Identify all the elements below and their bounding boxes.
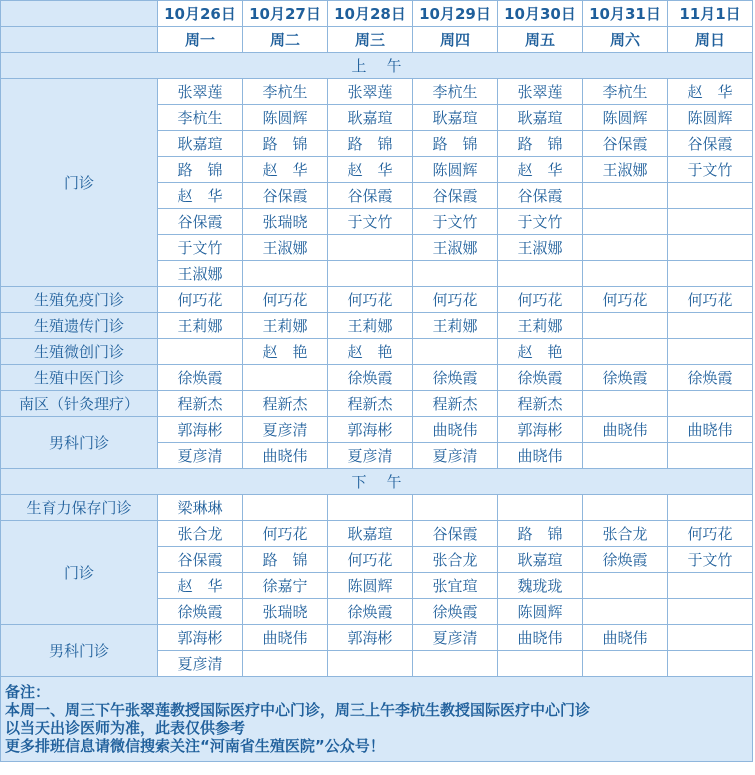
doctor-cell: 耿嘉瑄 (328, 521, 413, 547)
doctor-cell: 路 锦 (498, 131, 583, 157)
doctor-cell: 谷保霞 (583, 131, 668, 157)
doctor-cell (498, 651, 583, 677)
doctor-cell: 路 锦 (243, 131, 328, 157)
doctor-cell (583, 339, 668, 365)
doctor-cell: 路 锦 (158, 157, 243, 183)
notes-box (1, 677, 753, 762)
doctor-cell: 陈圆辉 (583, 105, 668, 131)
doctor-cell (668, 209, 753, 235)
section-title-morning: 上午 (1, 53, 753, 79)
doctor-cell: 路 锦 (243, 547, 328, 573)
doctor-cell: 陈圆辉 (413, 157, 498, 183)
doctor-cell (668, 495, 753, 521)
doctor-cell (498, 261, 583, 287)
doctor-cell: 郭海彬 (328, 625, 413, 651)
doctor-cell: 何巧花 (668, 287, 753, 313)
note-line: 备注： (5, 683, 51, 701)
doctor-cell: 程新杰 (243, 391, 328, 417)
date-header: 10月31日 (583, 1, 668, 27)
doctor-cell: 陈圆辉 (668, 105, 753, 131)
note-line: 以当天出诊医师为准，此表仅供参考 (5, 719, 246, 737)
department-label: 生育力保存门诊 (1, 495, 158, 521)
doctor-cell: 程新杰 (328, 391, 413, 417)
doctor-cell: 徐嘉宁 (243, 573, 328, 599)
table-row (1, 625, 753, 651)
doctor-cell: 王淑娜 (583, 157, 668, 183)
doctor-cell: 于文竹 (158, 235, 243, 261)
table-row (1, 365, 753, 391)
note-line: 本周一、周三下午张翠莲教授国际医疗中心门诊，周三上午李杭生教授国际医疗中心门诊 (5, 701, 591, 719)
department-label: 生殖免疫门诊 (1, 287, 158, 313)
doctor-cell (583, 261, 668, 287)
doctor-cell: 张瑞晓 (243, 599, 328, 625)
doctor-cell: 张翠莲 (498, 79, 583, 105)
doctor-cell: 王莉娜 (243, 313, 328, 339)
doctor-cell: 徐焕霞 (668, 365, 753, 391)
doctor-cell: 何巧花 (498, 287, 583, 313)
department-label: 生殖遗传门诊 (1, 313, 158, 339)
doctor-cell: 耿嘉瑄 (498, 547, 583, 573)
doctor-cell (668, 183, 753, 209)
doctor-cell: 谷保霞 (413, 183, 498, 209)
doctor-cell: 何巧花 (328, 287, 413, 313)
doctor-cell: 程新杰 (498, 391, 583, 417)
doctor-cell (668, 391, 753, 417)
doctor-cell (498, 495, 583, 521)
doctor-cell: 陈圆辉 (243, 105, 328, 131)
weekday-header: 周日 (668, 27, 753, 53)
notes-row (1, 677, 753, 762)
doctor-cell: 张宜瑄 (413, 573, 498, 599)
doctor-cell: 王淑娜 (413, 235, 498, 261)
doctor-cell: 何巧花 (413, 287, 498, 313)
doctor-cell: 谷保霞 (328, 183, 413, 209)
doctor-cell: 夏彦清 (158, 651, 243, 677)
table-row (1, 79, 753, 105)
doctor-cell (668, 443, 753, 469)
doctor-cell: 赵 艳 (328, 339, 413, 365)
doctor-cell: 徐焕霞 (328, 599, 413, 625)
doctor-cell: 陈圆辉 (328, 573, 413, 599)
doctor-cell: 王莉娜 (328, 313, 413, 339)
doctor-cell (583, 651, 668, 677)
doctor-cell: 徐焕霞 (158, 599, 243, 625)
department-label: 南区（针灸理疗） (1, 391, 158, 417)
doctor-cell: 谷保霞 (158, 209, 243, 235)
doctor-cell: 张翠莲 (328, 79, 413, 105)
date-header: 10月26日 (158, 1, 243, 27)
date-header: 11月1日 (668, 1, 753, 27)
doctor-cell: 魏珑珑 (498, 573, 583, 599)
note-line: 更多排班信息请微信搜索关注“河南省生殖医院”公众号！ (5, 737, 385, 755)
doctor-cell: 王淑娜 (158, 261, 243, 287)
doctor-cell: 于文竹 (668, 157, 753, 183)
doctor-cell: 陈圆辉 (498, 599, 583, 625)
doctor-cell (243, 365, 328, 391)
date-header: 10月30日 (498, 1, 583, 27)
doctor-cell: 张合龙 (583, 521, 668, 547)
doctor-cell: 何巧花 (243, 521, 328, 547)
doctor-cell: 梁琳琳 (158, 495, 243, 521)
doctor-cell: 徐焕霞 (583, 547, 668, 573)
doctor-cell: 王莉娜 (158, 313, 243, 339)
doctor-cell: 曲晓伟 (243, 443, 328, 469)
doctor-cell: 张合龙 (413, 547, 498, 573)
department-label: 男科门诊 (1, 417, 158, 469)
department-label: 生殖中医门诊 (1, 365, 158, 391)
doctor-cell: 谷保霞 (413, 521, 498, 547)
weekday-header: 周一 (158, 27, 243, 53)
department-label: 门诊 (1, 79, 158, 287)
doctor-cell: 于文竹 (328, 209, 413, 235)
weekday-header: 周四 (413, 27, 498, 53)
doctor-cell: 王莉娜 (498, 313, 583, 339)
table-row (1, 495, 753, 521)
doctor-cell: 王淑娜 (498, 235, 583, 261)
header-corner (1, 1, 158, 27)
table-row (1, 417, 753, 443)
doctor-cell: 路 锦 (413, 131, 498, 157)
doctor-cell (413, 339, 498, 365)
doctor-cell: 夏彦清 (413, 625, 498, 651)
doctor-cell: 徐焕霞 (158, 365, 243, 391)
doctor-cell: 曲晓伟 (498, 625, 583, 651)
weekday-header-row (1, 27, 753, 53)
table-row (1, 339, 753, 365)
doctor-cell (583, 443, 668, 469)
doctor-cell: 赵 华 (243, 157, 328, 183)
date-header: 10月27日 (243, 1, 328, 27)
doctor-cell: 何巧花 (328, 547, 413, 573)
weekday-header: 周三 (328, 27, 413, 53)
doctor-cell: 谷保霞 (158, 547, 243, 573)
department-label: 门诊 (1, 521, 158, 625)
doctor-cell: 谷保霞 (668, 131, 753, 157)
doctor-cell: 路 锦 (328, 131, 413, 157)
department-label: 男科门诊 (1, 625, 158, 677)
doctor-cell: 何巧花 (243, 287, 328, 313)
doctor-cell: 曲晓伟 (668, 417, 753, 443)
doctor-cell (583, 599, 668, 625)
section-row (1, 53, 753, 79)
doctor-cell: 赵 艳 (243, 339, 328, 365)
doctor-cell: 何巧花 (158, 287, 243, 313)
doctor-cell (668, 235, 753, 261)
doctor-cell: 于文竹 (413, 209, 498, 235)
doctor-cell: 赵 华 (158, 573, 243, 599)
doctor-cell: 王淑娜 (243, 235, 328, 261)
section-row (1, 469, 753, 495)
doctor-cell: 夏彦清 (158, 443, 243, 469)
doctor-cell (328, 235, 413, 261)
doctor-cell (413, 261, 498, 287)
doctor-cell (668, 599, 753, 625)
doctor-cell: 徐焕霞 (583, 365, 668, 391)
doctor-cell: 王莉娜 (413, 313, 498, 339)
department-label: 生殖微创门诊 (1, 339, 158, 365)
doctor-cell (668, 261, 753, 287)
doctor-cell: 李杭生 (158, 105, 243, 131)
doctor-cell (668, 651, 753, 677)
doctor-cell: 赵 华 (158, 183, 243, 209)
doctor-cell (413, 495, 498, 521)
doctor-cell: 曲晓伟 (413, 417, 498, 443)
table-row (1, 313, 753, 339)
doctor-cell: 何巧花 (583, 287, 668, 313)
weekday-header: 周五 (498, 27, 583, 53)
doctor-cell (243, 495, 328, 521)
date-header: 10月29日 (413, 1, 498, 27)
doctor-cell: 曲晓伟 (243, 625, 328, 651)
doctor-cell: 夏彦清 (243, 417, 328, 443)
doctor-cell (583, 235, 668, 261)
doctor-cell: 李杭生 (413, 79, 498, 105)
doctor-cell (413, 651, 498, 677)
doctor-cell (328, 261, 413, 287)
doctor-cell: 程新杰 (413, 391, 498, 417)
table-row (1, 391, 753, 417)
doctor-cell: 耿嘉瑄 (328, 105, 413, 131)
section-title-afternoon: 下午 (1, 469, 753, 495)
doctor-cell: 曲晓伟 (498, 443, 583, 469)
date-header: 10月28日 (328, 1, 413, 27)
doctor-cell: 郭海彬 (328, 417, 413, 443)
doctor-cell: 赵 华 (328, 157, 413, 183)
doctor-cell (668, 313, 753, 339)
doctor-cell (583, 313, 668, 339)
doctor-cell: 夏彦清 (413, 443, 498, 469)
doctor-cell: 郭海彬 (498, 417, 583, 443)
doctor-cell (583, 391, 668, 417)
doctor-cell (583, 209, 668, 235)
date-header-row (1, 1, 753, 27)
doctor-cell: 曲晓伟 (583, 417, 668, 443)
doctor-cell: 郭海彬 (158, 417, 243, 443)
doctor-cell: 程新杰 (158, 391, 243, 417)
doctor-cell: 谷保霞 (498, 183, 583, 209)
doctor-cell: 徐焕霞 (328, 365, 413, 391)
doctor-cell (583, 495, 668, 521)
doctor-cell (668, 625, 753, 651)
doctor-cell (583, 573, 668, 599)
doctor-cell: 李杭生 (243, 79, 328, 105)
doctor-cell: 何巧花 (668, 521, 753, 547)
doctor-cell: 张合龙 (158, 521, 243, 547)
doctor-cell: 耿嘉瑄 (498, 105, 583, 131)
doctor-cell (668, 339, 753, 365)
doctor-cell (328, 495, 413, 521)
doctor-cell: 徐焕霞 (498, 365, 583, 391)
weekday-header: 周六 (583, 27, 668, 53)
doctor-cell: 谷保霞 (243, 183, 328, 209)
doctor-cell (243, 651, 328, 677)
doctor-cell: 徐焕霞 (413, 599, 498, 625)
doctor-cell: 于文竹 (668, 547, 753, 573)
doctor-cell: 于文竹 (498, 209, 583, 235)
doctor-cell: 夏彦清 (328, 443, 413, 469)
doctor-cell: 路 锦 (498, 521, 583, 547)
doctor-cell: 张翠莲 (158, 79, 243, 105)
doctor-cell: 李杭生 (583, 79, 668, 105)
table-row (1, 521, 753, 547)
doctor-cell: 耿嘉瑄 (413, 105, 498, 131)
doctor-cell: 赵 华 (668, 79, 753, 105)
doctor-cell: 耿嘉瑄 (158, 131, 243, 157)
doctor-cell (583, 183, 668, 209)
doctor-cell (158, 339, 243, 365)
header-corner (1, 27, 158, 53)
schedule-body (1, 1, 753, 762)
doctor-cell: 张瑞晓 (243, 209, 328, 235)
weekday-header: 周二 (243, 27, 328, 53)
doctor-cell: 赵 艳 (498, 339, 583, 365)
doctor-cell: 郭海彬 (158, 625, 243, 651)
doctor-cell (328, 651, 413, 677)
doctor-cell: 赵 华 (498, 157, 583, 183)
doctor-cell (668, 573, 753, 599)
doctor-cell (243, 261, 328, 287)
table-row (1, 287, 753, 313)
doctor-cell: 曲晓伟 (583, 625, 668, 651)
doctor-cell: 徐焕霞 (413, 365, 498, 391)
